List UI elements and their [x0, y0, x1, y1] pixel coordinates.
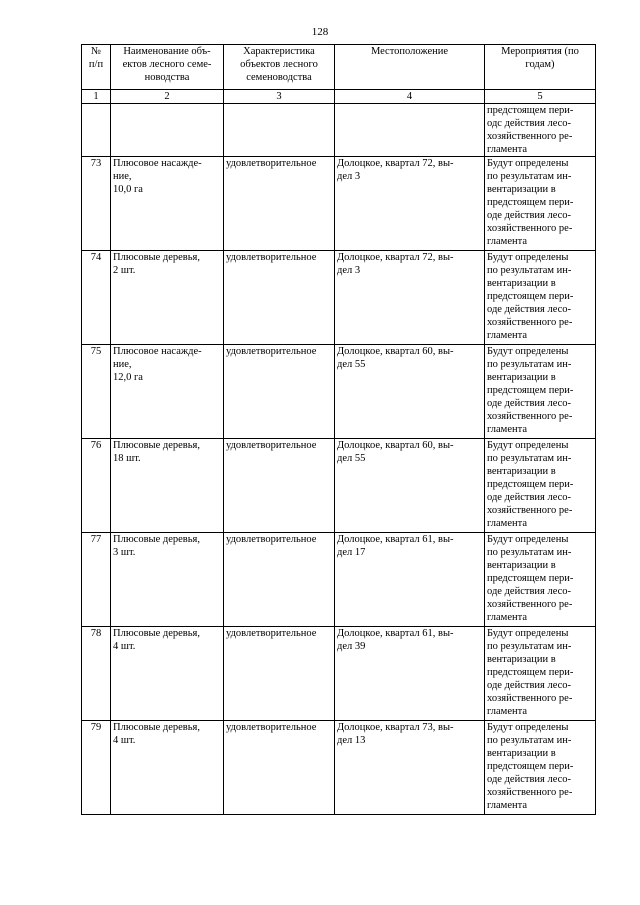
object-name: Плюсовое насажде- ние, 12,0 га	[111, 345, 224, 439]
table-row	[82, 721, 596, 815]
header-location: Местоположение	[335, 45, 485, 90]
measures: Будут определены по результатам ин- вентаризации в предстоящем пери- оде действия лесо- хозяйственного ре- гламента	[485, 439, 596, 533]
row-number: 79	[82, 721, 111, 815]
location: Долоцкое, квартал 60, вы- дел 55	[335, 345, 485, 439]
continuation-location	[335, 104, 485, 157]
object-name: Плюсовые деревья, 2 шт.	[111, 251, 224, 345]
table-row	[82, 627, 596, 721]
measures: Будут определены по результатам ин- вентаризации в предстоящем пери- оде действия лесо- хозяйственного ре- гламента	[485, 251, 596, 345]
table-row	[82, 533, 596, 627]
table-row	[82, 439, 596, 533]
object-name: Плюсовые деревья, 4 шт.	[111, 627, 224, 721]
measures: Будут определены по результатам ин- вентаризации в предстоящем пери- оде действия лесо- хозяйственного ре- гламента	[485, 533, 596, 627]
row-number: 76	[82, 439, 111, 533]
row-number: 78	[82, 627, 111, 721]
header-number: № п/п	[82, 45, 111, 90]
row-number: 74	[82, 251, 111, 345]
row-number: 77	[82, 533, 111, 627]
characteristic: удовлетворительное	[224, 345, 335, 439]
column-index: 4	[335, 90, 485, 104]
column-index: 5	[485, 90, 596, 104]
continuation-characteristic	[224, 104, 335, 157]
characteristic: удовлетворительное	[224, 251, 335, 345]
header-object-name: Наименование объ- ектов лесного семе- новодства	[111, 45, 224, 90]
column-index: 2	[111, 90, 224, 104]
measures: Будут определены по результатам ин- вентаризации в предстоящем пери- оде действия лесо- хозяйственного ре- гламента	[485, 627, 596, 721]
object-name: Плюсовые деревья, 18 шт.	[111, 439, 224, 533]
column-index: 1	[82, 90, 111, 104]
location: Долоцкое, квартал 61, вы- дел 17	[335, 533, 485, 627]
continuation-number	[82, 104, 111, 157]
location: Долоцкое, квартал 61, вы- дел 39	[335, 627, 485, 721]
object-name: Плюсовые деревья, 3 шт.	[111, 533, 224, 627]
measures: Будут определены по результатам ин- вентаризации в предстоящем пери- оде действия лесо- хозяйственного ре- гламента	[485, 157, 596, 251]
measures: Будут определены по результатам ин- вентаризации в предстоящем пери- оде действия лесо- хозяйственного ре- гламента	[485, 721, 596, 815]
characteristic: удовлетворительное	[224, 157, 335, 251]
table-row	[82, 251, 596, 345]
header-characteristic: Характеристика объектов лесного семеноводства	[224, 45, 335, 90]
characteristic: удовлетворительное	[224, 721, 335, 815]
characteristic: удовлетворительное	[224, 533, 335, 627]
page-number: 128	[311, 26, 329, 38]
seed-objects-table	[81, 44, 596, 815]
object-name: Плюсовые деревья, 4 шт.	[111, 721, 224, 815]
measures: Будут определены по результатам ин- вентаризации в предстоящем пери- оде действия лесо- хозяйственного ре- гламента	[485, 345, 596, 439]
column-index: 3	[224, 90, 335, 104]
table-header-row	[82, 45, 596, 90]
continuation-name	[111, 104, 224, 157]
characteristic: удовлетворительное	[224, 627, 335, 721]
location: Долоцкое, квартал 72, вы- дел 3	[335, 157, 485, 251]
continuation-measures: предстоящем пери- одс действия лесо- хозяйственного ре- гламента	[485, 104, 596, 157]
table-row	[82, 157, 596, 251]
location: Долоцкое, квартал 72, вы- дел 3	[335, 251, 485, 345]
column-index-row	[82, 90, 596, 104]
object-name: Плюсовое насажде- ние, 10,0 га	[111, 157, 224, 251]
row-number: 75	[82, 345, 111, 439]
continuation-row	[82, 104, 596, 157]
table-row	[82, 345, 596, 439]
header-measures: Мероприятия (по годам)	[485, 45, 596, 90]
characteristic: удовлетворительное	[224, 439, 335, 533]
location: Долоцкое, квартал 73, вы- дел 13	[335, 721, 485, 815]
row-number: 73	[82, 157, 111, 251]
location: Долоцкое, квартал 60, вы- дел 55	[335, 439, 485, 533]
